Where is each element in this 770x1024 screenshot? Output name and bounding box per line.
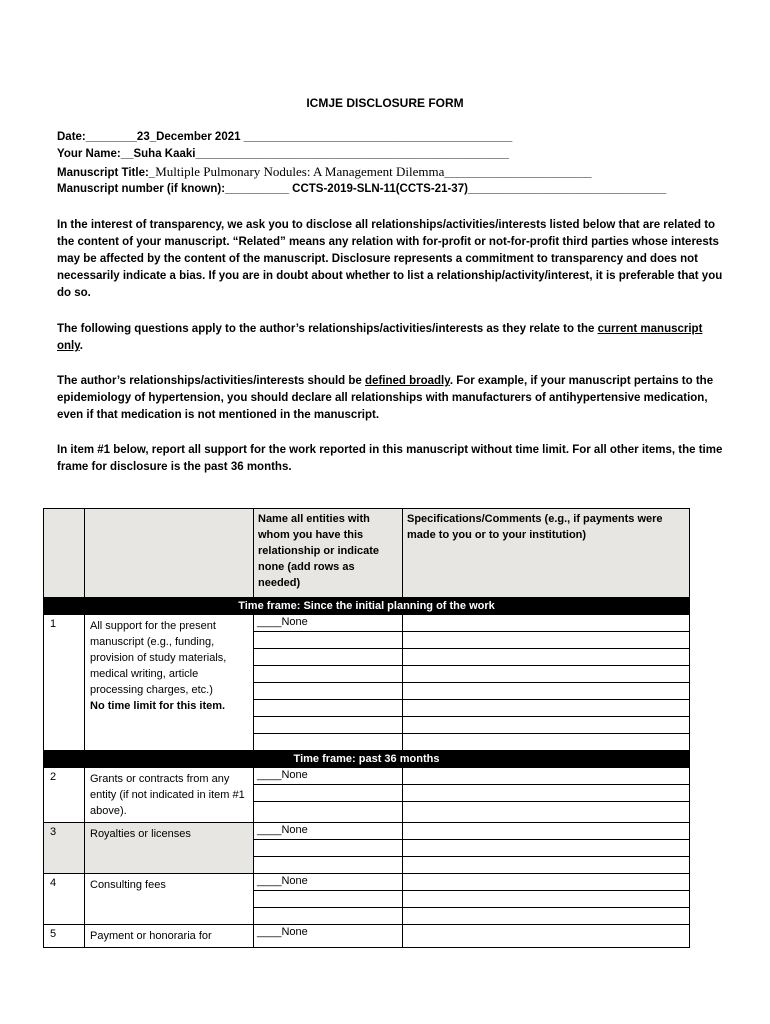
spec-input[interactable] — [403, 874, 689, 891]
spec-input[interactable] — [403, 649, 689, 666]
item-text: Royalties or licenses — [85, 823, 254, 874]
entity-input[interactable] — [254, 908, 402, 924]
scope-paragraph — [57, 321, 727, 355]
table-row — [44, 874, 690, 925]
none-checkbox[interactable]: ____None — [254, 874, 402, 891]
table-row — [44, 925, 690, 948]
timeframe-row-2 — [44, 751, 690, 768]
entity-input[interactable] — [254, 802, 402, 818]
none-checkbox[interactable]: ____None — [254, 615, 402, 632]
header-spec: Specifications/Comments (e.g., if payments were made to you or to your institution) — [407, 513, 663, 541]
spec-input[interactable] — [403, 717, 689, 734]
spec-input[interactable] — [403, 840, 689, 857]
spec-input[interactable] — [403, 666, 689, 683]
entities-cell — [254, 768, 403, 823]
header-spec-cell — [403, 509, 690, 598]
entity-input[interactable] — [254, 785, 402, 802]
spec-input[interactable] — [403, 802, 689, 818]
item-text: Grants or contracts from any entity (if not indicated in item #1 above). — [85, 768, 254, 823]
none-checkbox[interactable]: ____None — [254, 823, 402, 840]
table-row — [44, 615, 690, 751]
item-number: 1 — [44, 615, 85, 751]
spec-cell — [403, 823, 690, 874]
item-label — [85, 615, 254, 751]
timeframe-36-months: Time frame: past 36 months — [44, 751, 690, 768]
form-title: ICMJE DISCLOSURE FORM — [306, 96, 464, 110]
spec-cell — [403, 925, 690, 948]
item-text: Consulting fees — [85, 874, 254, 925]
timeframe-paragraph: In item #1 below, report all support for the work reported in this manuscript without time limit. For all other items, the time frame for disclosure is the past 36 months. — [57, 444, 723, 473]
table-header-row — [44, 509, 690, 598]
table-row — [44, 823, 690, 874]
item-number: 4 — [44, 874, 85, 925]
spec-input[interactable] — [403, 823, 689, 840]
manuscript-title-line — [57, 163, 592, 182]
item-number: 2 — [44, 768, 85, 823]
manuscript-title-label: Manuscript Title:_ — [57, 167, 156, 179]
manuscript-title-value: Multiple Pulmonary Nodules: A Management Dilemma — [155, 164, 445, 179]
spec-input[interactable] — [403, 785, 689, 802]
none-checkbox[interactable]: ____None — [257, 926, 308, 938]
spec-input[interactable] — [403, 768, 689, 785]
entity-input[interactable] — [254, 857, 402, 873]
timeframe-row-1 — [44, 598, 690, 615]
spec-cell — [403, 768, 690, 823]
header-entities-cell — [254, 509, 403, 598]
entity-input[interactable] — [254, 683, 402, 700]
item-text: All support for the present manuscript (e.g., funding, provision of study materials, medical writing, article processing charges, etc.) — [90, 620, 227, 696]
entity-input[interactable] — [254, 632, 402, 649]
spec-input[interactable] — [403, 891, 689, 908]
table-row — [44, 768, 690, 823]
spec-input[interactable] — [403, 734, 689, 750]
transparency-paragraph: In the interest of transparency, we ask you to disclose all relationships/activities/interests listed below that are related to the content of your manuscript. “Related” means any relation with for-profit or not-for-profit third parties whose interests may be affected by the content of the manuscript. Disclosure represents a commitment to transparency and does not necessarily indicate a bias. If you are in doubt about whether to list a relationship/activity/interest, it is preferable that you do so. — [57, 219, 723, 299]
entity-input[interactable] — [254, 891, 402, 908]
item-number: 5 — [44, 925, 85, 948]
entities-cell — [254, 823, 403, 874]
entity-input[interactable] — [254, 700, 402, 717]
date-line: Date:________23_December 2021 __________________________________________ — [57, 131, 513, 143]
entities-cell — [254, 615, 403, 751]
breadth-rest: . For example, if your manuscript pertains to the epidemiology of hypertension, you should declare all relationships with manufacturers of antihypertensive medication, even if that medication is not mentioned in the manuscript. — [57, 375, 714, 421]
header-entities: Name all entities with whom you have this relationship or indicate none (add rows as needed) — [258, 513, 380, 589]
spec-input[interactable] — [403, 615, 689, 632]
entity-input[interactable] — [254, 666, 402, 683]
item-text: Payment or honoraria for — [85, 925, 254, 948]
entity-input[interactable] — [254, 840, 402, 857]
spec-input[interactable] — [403, 908, 689, 924]
item-number: 3 — [44, 823, 85, 874]
entities-cell — [254, 874, 403, 925]
entity-input[interactable] — [254, 649, 402, 666]
breadth-emphasis: defined broadly — [365, 375, 450, 387]
scope-end: . — [79, 340, 83, 352]
manuscript-number-line: Manuscript number (if known):__________ CCTS-2019-SLN-11(CCTS-21-37)_______________________________ — [57, 183, 667, 195]
author-name-line: Your Name:__Suha Kaaki_________________________________________________ — [57, 148, 509, 160]
spec-input[interactable] — [403, 683, 689, 700]
entities-cell — [254, 925, 403, 948]
none-checkbox[interactable]: ____None — [254, 768, 402, 785]
disclosure-table — [43, 508, 690, 948]
breadth-paragraph — [57, 373, 727, 424]
breadth-text: The author’s relationships/activities/interests should be — [57, 375, 366, 387]
scope-text: The following questions apply to the author’s relationships/activities/interests as they relate to the — [57, 323, 598, 335]
spec-cell — [403, 874, 690, 925]
spec-input[interactable] — [403, 857, 689, 873]
header-num-cell — [44, 509, 85, 598]
timeframe-initial: Time frame: Since the initial planning of the work — [44, 598, 690, 615]
spec-input[interactable] — [403, 925, 689, 941]
entity-input[interactable] — [254, 717, 402, 734]
entity-input[interactable] — [254, 734, 402, 750]
manuscript-title-trail: _______________________ — [444, 167, 592, 179]
spec-cell — [403, 615, 690, 751]
scope-emphasis: current manuscript only — [57, 323, 703, 352]
spec-input[interactable] — [403, 700, 689, 717]
header-item-cell — [85, 509, 254, 598]
item-note: No time limit for this item. — [90, 700, 226, 712]
spec-input[interactable] — [403, 632, 689, 649]
